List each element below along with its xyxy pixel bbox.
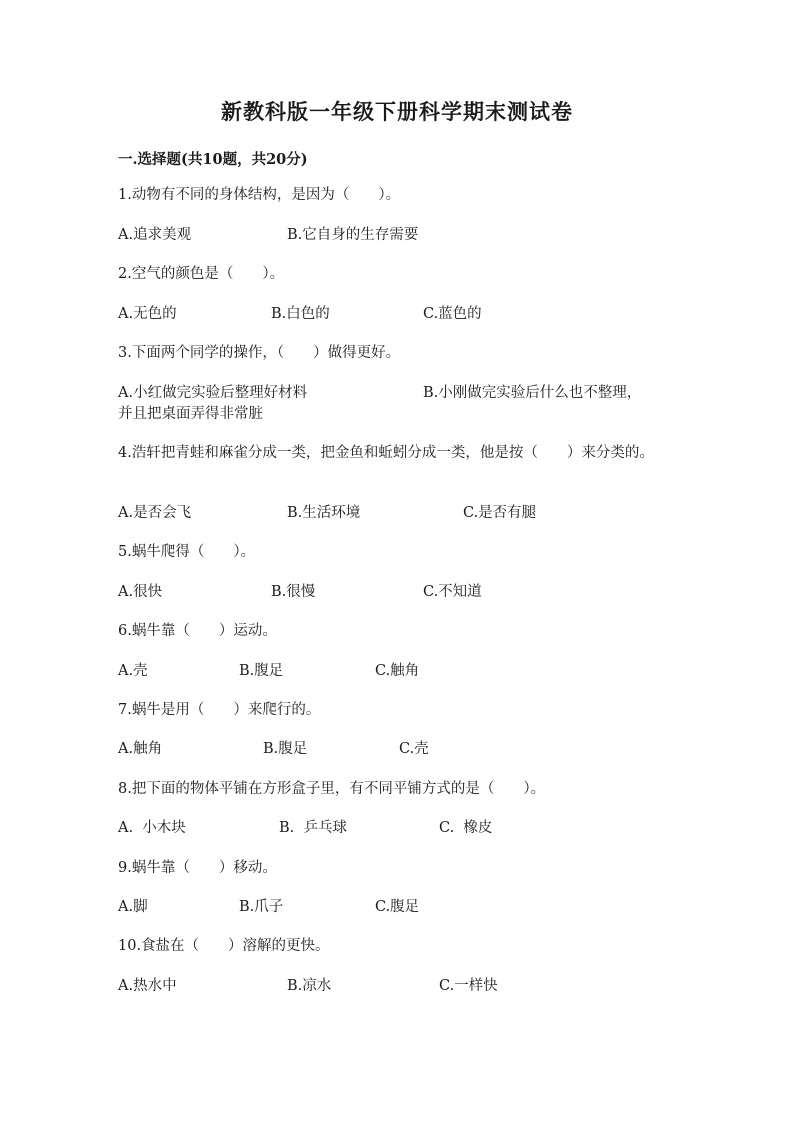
- question-6-option-b: B.腹足: [239, 663, 284, 679]
- question-7-option-a: A.触角: [118, 741, 163, 757]
- question-8-option-a: A. 小木块: [118, 820, 186, 836]
- question-10-option-b: B.凉水: [287, 978, 332, 994]
- question-7-option-b: B.腹足: [263, 741, 308, 757]
- question-3-option-b: B.小刚做完实验后什么也不整理，: [423, 385, 642, 401]
- question-4-stem: 4.浩轩把青蛙和麻雀分成一类，把金鱼和蚯蚓分成一类，他是按（ ）来分类的。: [118, 445, 654, 461]
- question-5-stem: 5.蜗牛爬得（ ）。: [118, 544, 256, 560]
- section-heading: 一.选择题(共10题，共20分): [118, 151, 308, 168]
- question-7-stem: 7.蜗牛是用（ ）来爬行的。: [118, 702, 321, 718]
- question-10-option-c: C.一样快: [439, 978, 498, 994]
- question-1-option-a: A.追求美观: [118, 227, 192, 243]
- question-1-option-b: B.它自身的生存需要: [287, 227, 419, 243]
- question-10-option-a: A.热水中: [118, 978, 177, 994]
- question-7-option-c: C.壳: [399, 741, 429, 757]
- question-4-option-c: C.是否有腿: [463, 505, 537, 521]
- question-5-option-c: C.不知道: [423, 584, 482, 600]
- question-9-option-b: B.爪子: [239, 899, 284, 915]
- question-3-option-b-continued: 并且把桌面弄得非常脏: [118, 406, 263, 422]
- question-10-stem: 10.食盐在（ ）溶解的更快。: [118, 938, 330, 954]
- question-6-option-c: C.触角: [375, 663, 420, 679]
- question-6-option-a: A.壳: [118, 663, 148, 679]
- question-2-option-b: B.白色的: [271, 306, 330, 322]
- question-5-option-a: A.很快: [118, 584, 163, 600]
- question-6-stem: 6.蜗牛靠（ ）运动。: [118, 623, 277, 639]
- question-8-stem: 8.把下面的物体平铺在方形盒子里，有不同平铺方式的是（ ）。: [118, 781, 546, 797]
- question-5-option-b: B.很慢: [271, 584, 316, 600]
- question-8-option-c: C. 橡皮: [439, 820, 493, 836]
- question-4-option-a: A.是否会飞: [118, 505, 192, 521]
- question-3-option-a: A.小红做完实验后整理好材料: [118, 385, 308, 401]
- question-1-stem: 1.动物有不同的身体结构，是因为（ ）。: [118, 187, 401, 203]
- question-9-option-c: C.腹足: [375, 899, 420, 915]
- question-9-stem: 9.蜗牛靠（ ）移动。: [118, 860, 277, 876]
- question-2-option-a: A.无色的: [118, 306, 177, 322]
- question-2-option-c: C.蓝色的: [423, 306, 482, 322]
- question-2-stem: 2.空气的颜色是（ ）。: [118, 266, 285, 282]
- question-4-option-b: B.生活环境: [287, 505, 361, 521]
- page-title: 新教科版一年级下册科学期末测试卷: [221, 99, 573, 124]
- question-9-option-a: A.脚: [118, 899, 148, 915]
- question-8-option-b: B. 乒乓球: [279, 820, 347, 836]
- question-3-stem: 3.下面两个同学的操作，（ ）做得更好。: [118, 345, 401, 361]
